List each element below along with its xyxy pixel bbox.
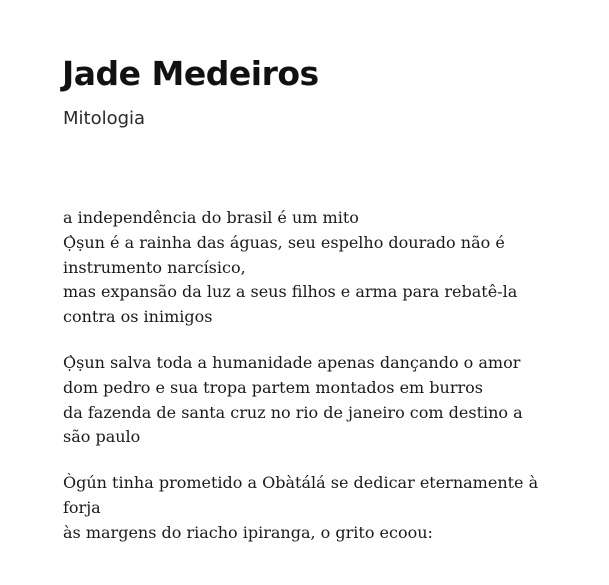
stanza-2 (63, 351, 563, 450)
poem-line: Ògún tinha prometido a Obàtálá se dedicar eternamente à (63, 473, 539, 493)
poem-line: Ọ̀ṣun salva toda a humanidade apenas dançando o amor (63, 352, 521, 372)
stanza-1 (63, 206, 563, 330)
poem-line: são paulo (63, 427, 141, 447)
poem-body (63, 206, 563, 567)
poem-line: Ọ̀ṣun é a rainha das águas, seu espelho dourado não é (63, 232, 505, 252)
poem-line: mas expansão da luz a seus filhos e arma para rebatê-la (63, 282, 518, 302)
poem-title: Mitologia (63, 108, 146, 129)
author-name: Jade Medeiros (62, 54, 319, 93)
poem-line: forja (63, 497, 101, 517)
poem-line: dom pedro e sua tropa partem montados em burros (63, 377, 483, 397)
poem-line: contra os inimigos (63, 307, 213, 327)
stanza-3 (63, 471, 563, 545)
poem-line: instrumento narcísico, (63, 257, 246, 277)
poem-line: a independência do brasil é um mito (63, 208, 359, 227)
poem-line: às margens do riacho ipiranga, o grito ecoou: (63, 522, 433, 542)
poem-line: da fazenda de santa cruz no rio de janeiro com destino a (63, 402, 523, 422)
